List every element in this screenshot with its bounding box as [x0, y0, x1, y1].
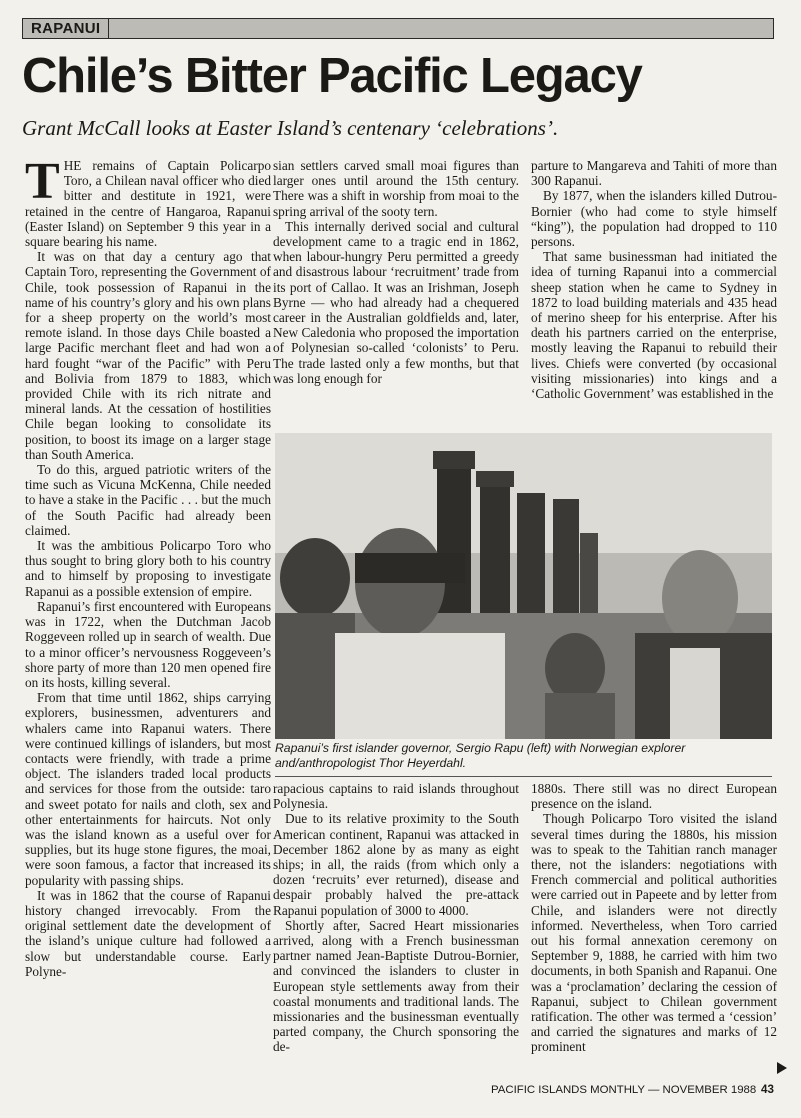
- section-tag: RAPANUI: [23, 19, 109, 38]
- article-column-1: [25, 153, 271, 979]
- article-paragraph: sian settlers carved small moai figures than larger ones until around the 15th century. There was a shift in worship from moai to the spring arrival of the sooty tern.: [273, 158, 519, 219]
- article-paragraph: rapacious captains to raid islands throughout Polynesia.: [273, 781, 519, 812]
- article-paragraph: It was on that day a century ago that Captain Toro, representing the Government of Chile, took possession of Rapanui in the name of his country’s glory and his own plans for a sheep property on the world’s most remote island. In those days Chile boasted a large Pacific merchant fleet and had won a hard fought “war of the Pacific” with Peru and Bolivia from 1879 to 1883, which provided Chile with its rich nitrate and mineral lands. At the cessation of hostilities Chile began looking to consolidate its position, to boost its image on a larger stage than South America.: [25, 249, 271, 462]
- article-paragraph: [25, 153, 271, 250]
- article-column-2: [273, 158, 519, 386]
- article-paragraph: 1880s. There still was no direct European presence on the island.: [531, 781, 777, 812]
- article-column-4: [273, 781, 519, 1055]
- caption-divider: [275, 776, 772, 777]
- article-paragraph: Rapanui’s first encountered with Europeans was in 1722, when the Dutchman Jacob Roggeveen rolled up in search of wealth. Due to a minor officer’s nervousness Roggeveen’s shore party of more than 120 men opened fire on its hosts, killing several.: [25, 598, 271, 690]
- article-paragraph: By 1877, when the islanders killed Dutrou-Bornier (who had come to style himself “king”), the population had dropped to 110 persons.: [531, 188, 777, 250]
- article-paragraph: From that time until 1862, ships carrying explorers, businessmen, adventurers and whalers came into Rapanui waters. There were continued killings of islanders, but most contacts were friendly, with trade a prime object. The islanders traded local products and services for those from the outside: taro and sweet potato for nails and cloth, sex and other entertainments for haircuts. Not only was the island known as a useful over for supplies, but its huge stone figures, the moai, were soon famous, a factor that increased its popularity with passing ships.: [25, 690, 271, 888]
- section-bar: [22, 18, 774, 39]
- page-number: 43: [761, 1083, 774, 1096]
- article-paragraph: Due to its relative proximity to the South American continent, Rapanui was attacked in December 1862 alone by as many as eight ships; in all, the raids (from which only a dozen ‘recruits’ ever returned), disease and despair probably halved the pre-attack Rapanui population of 3000 to 4000.: [273, 811, 519, 918]
- drop-cap: T: [25, 153, 60, 210]
- paragraph-text: HE remains of Captain Policarpo Toro, a Chilean naval officer who died bitter and destitute in 1921, were retained in the centre of Hangaroa, Rapanui (Easter Island) on September 9 this year in a square bearing his name.: [25, 158, 271, 250]
- article-paragraph: Shortly after, Sacred Heart missionaries arrived, along with a French businessman partner named Jean-Baptiste Dutrou-Bornier, and convinced the islanders to cluster in European style settlements away from their coastal monuments and traditional lands. The missionaries and the businessman eventually parted company, the Church sponsoring the de-: [273, 917, 519, 1055]
- photo-illustration: [275, 433, 772, 739]
- article-column-5: [531, 781, 777, 1055]
- article-paragraph: This internally derived social and cultural development came to a tragic end in 1862, when labour-hungry Peru permitted a greedy and disastrous labour ‘recruitment’ trade from its port of Callao. It was an Irishman, Joseph Byrne — who had already had a chequered career in the Australian goldfields and, later, New Caledonia who proposed the importation of Polynesian so-called ‘colonists’ to Peru. The trade lasted only a few months, but that was long enough for: [273, 218, 519, 386]
- publication-footer: PACIFIC ISLANDS MONTHLY — NOVEMBER 1988: [491, 1084, 757, 1096]
- article-column-3: [531, 158, 777, 401]
- article-paragraph: Though Policarpo Toro visited the island several times during the 1880s, his mission was to speak to the Tahitian ranch manager there, not the islanders: negotiations with French commercial and political authorities were carried out in Papeete and by letter from Chile, and islanders were not directly informed. Nevertheless, when Toro carried out his formal annexation ceremony on September 9, 1888, he carried with him two documents, in both Spanish and Rapanui. One was a ‘proclamation’ declaring the cession of Rapanui, subject to Chilean government ratification. The other was termed a ‘cession’ and carried the signatures and marks of 12 prominent: [531, 811, 777, 1055]
- article-paragraph: parture to Mangareva and Tahiti of more than 300 Rapanui.: [531, 158, 777, 189]
- standfirst: Grant McCall looks at Easter Island’s centenary ‘celebrations’.: [22, 116, 559, 140]
- article-paragraph: It was the ambitious Policarpo Toro who thus sought to bring glory both to his country and to himself by proposing to investigate Rapanui as a possible extension of empire.: [25, 538, 271, 599]
- headline: Chile’s Bitter Pacific Legacy: [22, 49, 642, 103]
- article-paragraph: That same businessman had initiated the idea of turning Rapanui into a commercial sheep station when he came to Sydney in 1872 to load building materials and 435 head of merino sheep for his enterprise. After his death his partners carried on the enterprise, mostly leaving the Rapanui to rebuild their lives. Chiefs were converted (by occasional visiting missionaries) into kings and a ‘Catholic Government’ was established in the: [531, 249, 777, 402]
- article-paragraph: It was in 1862 that the course of Rapanui history changed irrevocably. From the original settlement date the development of the island’s unique culture had followed a slow but understandable course. Early Polyne-: [25, 887, 271, 979]
- triangle-right-icon: [777, 1062, 787, 1074]
- photo-caption: Rapanui’s first islander governor, Sergio Rapu (left) with Norwegian explorer and/anthropologist Thor Heyerdahl.: [275, 741, 686, 770]
- article-paragraph: To do this, argued patriotic writers of the time such as Vicuna McKenna, Chile needed to have a stake in the Pacific . . . but the much of the South Pacific had already been claimed.: [25, 462, 271, 538]
- article-photo: [275, 433, 772, 739]
